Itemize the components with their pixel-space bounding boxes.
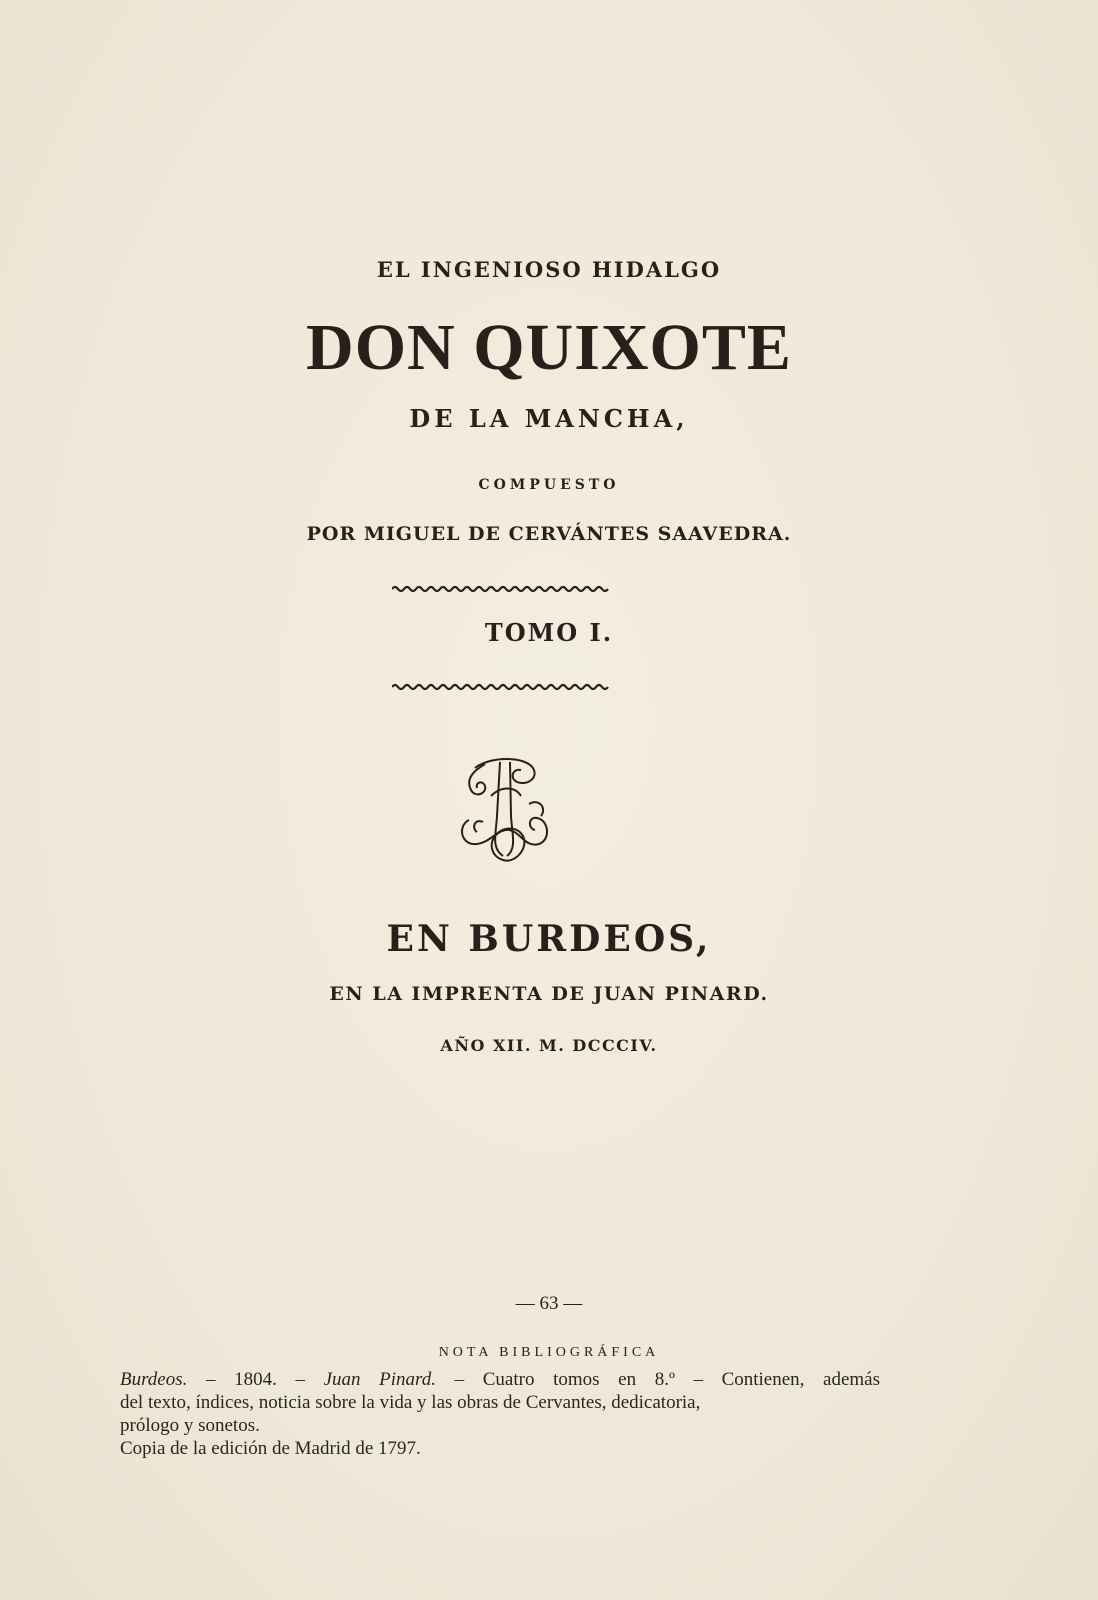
composed-label: COMPUESTO: [478, 477, 620, 493]
note-line-2: del texto, índices, noticia sobre la vida y las obras de Cervantes, dedicatoria,: [120, 1392, 701, 1413]
page-number: — 63 —: [515, 1293, 583, 1314]
note-line-4: Copia de la edición de Madrid de 1797.: [120, 1438, 421, 1459]
book-title: DON QUIXOTE: [306, 311, 792, 384]
imprint-year: AÑO XII. M. DCCCIV.: [440, 1036, 658, 1055]
note-line-1-rest: – Cuatro tomos en 8.º – Contienen, además: [436, 1369, 881, 1390]
ornamental-rule-bottom: [392, 682, 610, 692]
note-line-3: prólogo y sonetos.: [120, 1415, 260, 1436]
imprint-city: EN BURDEOS,: [386, 918, 712, 960]
imprint-press: EN LA IMPRENTA DE JUAN PINARD.: [329, 983, 769, 1005]
book-subtitle: EL INGENIOSO HIDALGO: [376, 257, 722, 282]
bibliographic-note: [120, 1368, 880, 1460]
author-line: POR MIGUEL DE CERVÁNTES SAAVEDRA.: [306, 523, 792, 545]
note-year: – 1804. –: [187, 1369, 324, 1390]
volume-label: TOMO I.: [484, 618, 614, 647]
note-printer: Juan Pinard.: [323, 1369, 436, 1390]
note-place: Burdeos.: [120, 1369, 188, 1390]
book-subtitle-2: DE LA MANCHA,: [409, 404, 689, 433]
note-line-1: [120, 1368, 880, 1391]
note-heading: NOTA BIBLIOGRÁFICA: [438, 1345, 660, 1360]
ornamental-rule-top: [392, 584, 610, 594]
printer-monogram-icon: [455, 756, 553, 868]
